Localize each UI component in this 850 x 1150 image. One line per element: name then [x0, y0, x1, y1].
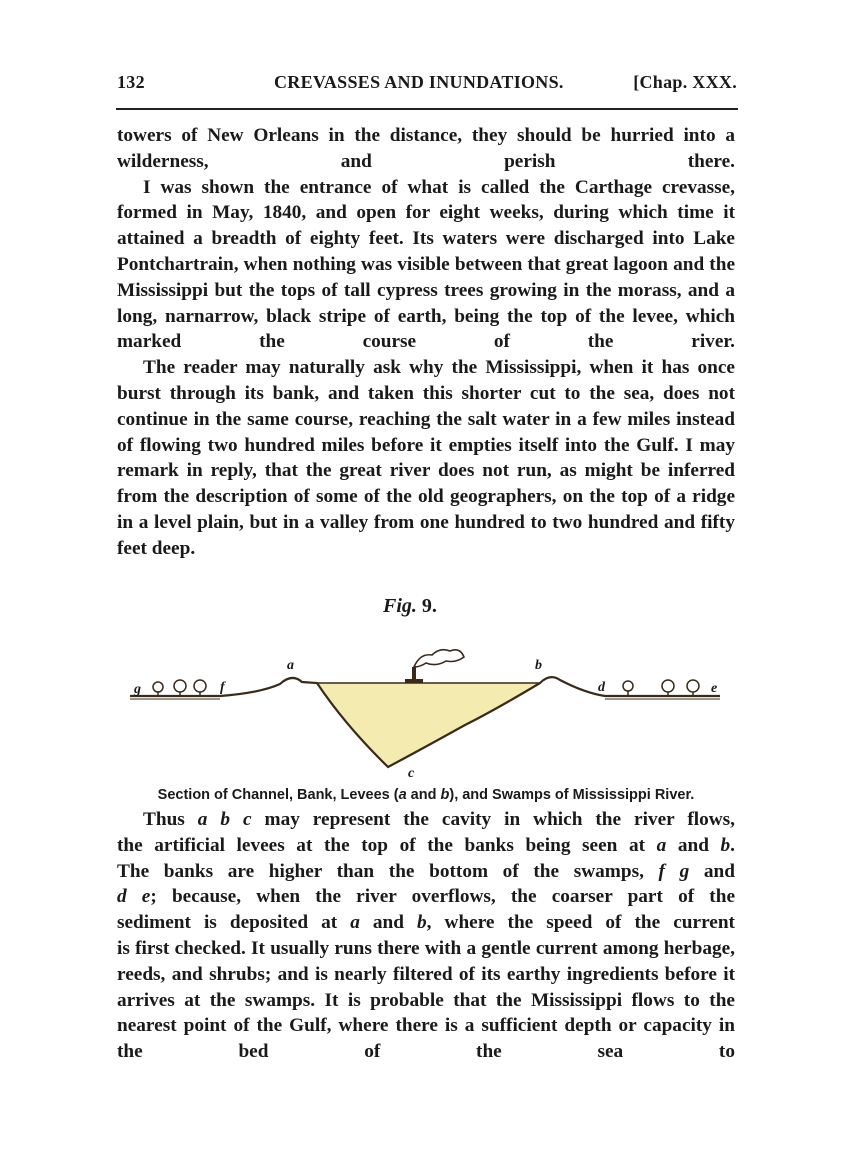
paragraph-carthage-crevasse: I was shown the entrance of what is called the Carthage crevasse, formed in May, 1840, and open for eight weeks, during which time it attained a breadth of eighty feet. Its waters were discharged into Lake Pontchartrain, when nothing was visible between that great lagoon and the Mississippi but the tops of tall cypress trees growing in the morass, and a long, narnarrow, black stripe of earth, being the top of the levee, which marked the course of the river.	[117, 176, 735, 353]
figure-label	[383, 595, 437, 618]
header-rule	[116, 108, 738, 110]
paragraph-line-5: sediment is deposited at a and b, where the speed of the current	[117, 912, 735, 934]
paragraph-line-3: The banks are higher than the bottom of the swamps, f g and	[117, 860, 735, 882]
trees-right-icon	[623, 680, 699, 697]
label-e: e	[711, 681, 718, 696]
label-d: d	[598, 680, 605, 695]
channel-section-figure	[120, 635, 735, 785]
paragraph-rest: is first checked. It usually runs there with a gentle current among herbage, reeds, and shrubs; and is nearly filtered of its earthy ingredients before it arrives at the swamps. It is probable that the Mississippi flows to the nearest point of the Gulf, where there is a sufficient depth or capacity in the bed of the sea to	[117, 937, 735, 1063]
label-b: b	[535, 658, 542, 673]
figure-label-number: 9.	[421, 595, 437, 617]
paragraph-continued: towers of New Orleans in the distance, they should be hurried into a wilderness, and perish there.	[117, 125, 735, 172]
steamboat-icon	[405, 650, 464, 683]
label-g: g	[134, 682, 141, 697]
paragraph-line-2: the artificial levees at the top of the banks being seen at a and b.	[117, 834, 735, 856]
figure-label-prefix: Fig.	[383, 595, 417, 617]
trees-left-icon	[153, 680, 206, 697]
chapter-reference: [Chap. XXX.	[633, 72, 737, 92]
running-header	[117, 72, 737, 102]
running-title: CREVASSES AND INUNDATIONS.	[274, 72, 564, 92]
label-f: f	[220, 680, 225, 695]
paragraph-line-1: Thus a b c may represent the cavity in which the river flows,	[143, 809, 735, 830]
page-number: 132	[117, 72, 145, 92]
paragraph-line-4: d e; because, when the river overflows, the coarser part of the	[117, 886, 736, 908]
label-c: c	[408, 766, 415, 781]
river-water	[317, 683, 540, 767]
paragraph-reader-question: The reader may naturally ask why the Mississippi, when it has once burst through its bank, and taken this shorter cut to the sea, does not continue in the same course, reaching the salt water in a few miles instead of flowing two hundred miles before it empties itself into the Gulf. I may remark in reply, that the great river does not run, as might be inferred from the description of some of the old geographers, on the top of a ridge in a level plain, but in a valley from one hundred to two hundred and fifty feet deep.	[117, 357, 735, 559]
label-a: a	[287, 658, 294, 673]
text-block-top	[117, 123, 735, 562]
figure-caption: Section of Channel, Bank, Levees (a and b), and Swamps of Mississippi River.	[157, 787, 695, 803]
text-block-bottom	[117, 807, 735, 1065]
